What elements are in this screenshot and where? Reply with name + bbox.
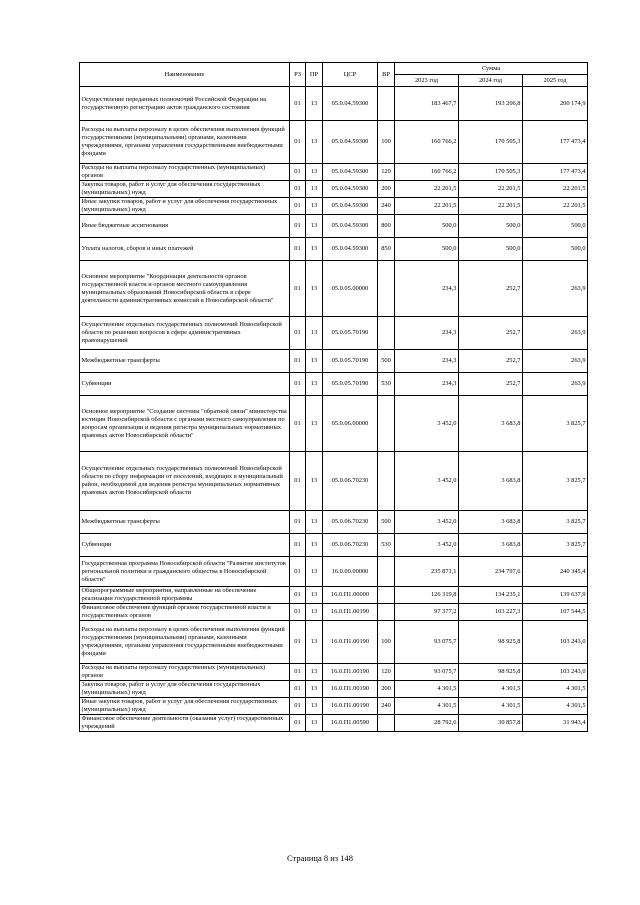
row-vr: 500: [378, 350, 395, 373]
row-pr: 13: [306, 664, 323, 681]
row-2023: 500,0: [395, 238, 459, 261]
row-rz: 01: [290, 681, 306, 698]
table-row: [80, 350, 588, 373]
row-2025: 500,0: [523, 238, 588, 261]
row-2025: 3 825,7: [523, 396, 588, 452]
row-vr: 850: [378, 238, 395, 261]
row-rz: 01: [290, 87, 306, 121]
row-2025: 3 825,7: [523, 452, 588, 511]
row-2023: 22 201,5: [395, 181, 459, 198]
row-csr: 16.0.П1.00190: [323, 604, 378, 621]
row-vr: 800: [378, 215, 395, 238]
row-name: Закупка товаров, работ и услуг для обеспечения государственных (муниципальных) нужд: [80, 681, 290, 698]
table-row: [80, 198, 588, 215]
row-2023: 22 201,5: [395, 198, 459, 215]
row-name: Общепрограммные мероприятия, направленные на обеспечение реализации государственной программы: [80, 587, 290, 604]
row-2025: 263,9: [523, 373, 588, 396]
row-2024: 3 683,8: [459, 511, 523, 534]
row-vr: 530: [378, 373, 395, 396]
row-vr: 200: [378, 681, 395, 698]
row-2023: 234,3: [395, 317, 459, 350]
row-2024: 22 201,5: [459, 198, 523, 215]
row-2024: 252,7: [459, 261, 523, 317]
row-2024: 500,0: [459, 215, 523, 238]
row-csr: 05.0.06.70230: [323, 452, 378, 511]
row-vr: 200: [378, 181, 395, 198]
row-pr: 13: [306, 181, 323, 198]
header-year-2023: 2023 год: [395, 75, 459, 87]
row-2024: 170 505,3: [459, 121, 523, 164]
row-2024: 234 797,6: [459, 557, 523, 587]
table-row: [80, 121, 588, 164]
row-2024: 500,0: [459, 238, 523, 261]
table-row: [80, 604, 588, 621]
row-2025: 103 243,0: [523, 621, 588, 664]
row-vr: [378, 587, 395, 604]
row-name: Основное мероприятие "Координация деятельности органов государственной власти и органов местного самоуправления муниципальных образований Новосибирской области в сфере деятельности административных комиссий в Новосибирской области": [80, 261, 290, 317]
page-number: Страница 8 из 148: [286, 853, 354, 863]
row-csr: 05.0.04.59300: [323, 181, 378, 198]
row-pr: 13: [306, 238, 323, 261]
row-2025: 4 301,5: [523, 698, 588, 715]
row-rz: 01: [290, 261, 306, 317]
row-2025: 177 473,4: [523, 121, 588, 164]
row-name: Межбюджетные трансферты: [80, 350, 290, 373]
row-2024: 3 683,8: [459, 396, 523, 452]
row-rz: 01: [290, 396, 306, 452]
row-rz: 01: [290, 215, 306, 238]
row-vr: [378, 261, 395, 317]
row-pr: 13: [306, 121, 323, 164]
table-row: [80, 373, 588, 396]
row-rz: 01: [290, 621, 306, 664]
row-name: Субвенции: [80, 534, 290, 557]
header-name: Наименование: [80, 63, 290, 87]
row-name: Иные закупки товаров, работ и услуг для обеспечения государственных (муниципальных) нужд: [80, 198, 290, 215]
row-vr: [378, 396, 395, 452]
row-2023: 3 452,0: [395, 511, 459, 534]
row-rz: 01: [290, 164, 306, 181]
header-rz: РЗ: [290, 63, 306, 87]
row-csr: 05.0.04.59300: [323, 87, 378, 121]
row-name: Уплата налогов, сборов и иных платежей: [80, 238, 290, 261]
row-2025: 263,9: [523, 261, 588, 317]
row-pr: 13: [306, 452, 323, 511]
header-year-2025: 2025 год: [523, 75, 588, 87]
table-row: [80, 534, 588, 557]
row-pr: 13: [306, 698, 323, 715]
row-pr: 13: [306, 534, 323, 557]
row-name: Основное мероприятие "Создание системы "обратной связи" министерства юстиции Новосибирской области с органами местного самоуправления по вопросам организации и ведения регистра муниципальных нормативных правовых актов Новосибирской области": [80, 396, 290, 452]
row-pr: 13: [306, 198, 323, 215]
row-2025: 177 473,4: [523, 164, 588, 181]
row-2025: 4 301,5: [523, 681, 588, 698]
row-csr: 16.0.П1.00190: [323, 698, 378, 715]
table-row: [80, 238, 588, 261]
row-pr: 13: [306, 511, 323, 534]
table-row: [80, 587, 588, 604]
row-2023: 160 766,2: [395, 164, 459, 181]
row-name: Финансовое обеспечение функций органов государственной власти и государственных органов: [80, 604, 290, 621]
row-2025: 240 345,4: [523, 557, 588, 587]
row-vr: 240: [378, 198, 395, 215]
row-vr: 100: [378, 121, 395, 164]
row-2024: 4 301,5: [459, 681, 523, 698]
row-2023: 234,3: [395, 261, 459, 317]
row-2023: 28 792,6: [395, 715, 459, 732]
table-row: [80, 715, 588, 732]
row-vr: [378, 317, 395, 350]
row-rz: 01: [290, 317, 306, 350]
row-rz: 01: [290, 121, 306, 164]
row-2025: 103 243,0: [523, 664, 588, 681]
table-row: [80, 698, 588, 715]
row-rz: 01: [290, 511, 306, 534]
row-rz: 01: [290, 373, 306, 396]
row-rz: 01: [290, 698, 306, 715]
header-sum: Сумма: [395, 63, 588, 75]
row-csr: 05.0.04.59300: [323, 164, 378, 181]
row-pr: 13: [306, 587, 323, 604]
row-2025: 500,0: [523, 215, 588, 238]
table-row: [80, 681, 588, 698]
header-year-2024: 2024 год: [459, 75, 523, 87]
row-name: Иные закупки товаров, работ и услуг для обеспечения государственных (муниципальных) нужд: [80, 698, 290, 715]
row-2023: 3 452,0: [395, 396, 459, 452]
row-pr: 13: [306, 681, 323, 698]
row-2025: 31 943,4: [523, 715, 588, 732]
row-csr: 05.0.06.00000: [323, 396, 378, 452]
row-pr: 13: [306, 164, 323, 181]
row-2023: 3 452,0: [395, 534, 459, 557]
row-pr: 13: [306, 261, 323, 317]
row-2024: 134 235,1: [459, 587, 523, 604]
row-2025: 263,9: [523, 317, 588, 350]
row-2025: 3 825,7: [523, 534, 588, 557]
row-2023: 160 766,2: [395, 121, 459, 164]
row-2025: 22 201,5: [523, 198, 588, 215]
row-name: Расходы на выплаты персоналу в целях обеспечения выполнения функций государственными (муниципальными) органами, казенными учреждениями, органами управления государственными внебюджетными фондами: [80, 621, 290, 664]
row-2023: 3 452,0: [395, 452, 459, 511]
table-row: [80, 317, 588, 350]
row-2024: 252,7: [459, 350, 523, 373]
row-pr: 13: [306, 215, 323, 238]
row-vr: [378, 604, 395, 621]
row-vr: [378, 715, 395, 732]
row-csr: 16.0.00.00000: [323, 557, 378, 587]
row-rz: 01: [290, 534, 306, 557]
row-2023: 97 377,2: [395, 604, 459, 621]
row-pr: 13: [306, 621, 323, 664]
row-name: Финансовое обеспечение деятельности (оказания услуг) государственных учреждений: [80, 715, 290, 732]
row-rz: 01: [290, 557, 306, 587]
row-2025: 3 825,7: [523, 511, 588, 534]
row-vr: [378, 452, 395, 511]
row-2024: 4 301,5: [459, 698, 523, 715]
row-rz: 01: [290, 350, 306, 373]
row-2023: 235 871,1: [395, 557, 459, 587]
row-2023: 93 075,7: [395, 621, 459, 664]
table-row: [80, 215, 588, 238]
row-csr: 05.0.06.70230: [323, 511, 378, 534]
row-rz: 01: [290, 715, 306, 732]
row-csr: 16.0.П1.00190: [323, 681, 378, 698]
row-2023: 183 467,7: [395, 87, 459, 121]
row-2024: 30 857,8: [459, 715, 523, 732]
table-row: [80, 396, 588, 452]
row-csr: 05.0.04.59300: [323, 198, 378, 215]
row-2024: 3 683,8: [459, 452, 523, 511]
row-rz: 01: [290, 181, 306, 198]
row-name: Расходы на выплаты персоналу государственных (муниципальных) органов: [80, 164, 290, 181]
row-rz: 01: [290, 452, 306, 511]
row-pr: 13: [306, 557, 323, 587]
table-row: [80, 181, 588, 198]
row-name: Осуществление отдельных государственных полномочий Новосибирской области по сбору информации от поселений, входящих в муниципальный район, необходимой для ведения регистра муниципальных нормативных правовых актов Новосибирской области: [80, 452, 290, 511]
table-body: [80, 87, 588, 732]
row-2025: 200 174,9: [523, 87, 588, 121]
row-2024: 193 206,8: [459, 87, 523, 121]
row-csr: 05.0.05.70190: [323, 317, 378, 350]
row-2023: 234,3: [395, 373, 459, 396]
row-rz: 01: [290, 238, 306, 261]
table-row: [80, 164, 588, 181]
row-2024: 98 925,8: [459, 664, 523, 681]
row-2023: 93 075,7: [395, 664, 459, 681]
header-vr: ВР: [378, 63, 395, 87]
row-2025: 263,9: [523, 350, 588, 373]
row-csr: 05.0.05.00000: [323, 261, 378, 317]
row-pr: 13: [306, 317, 323, 350]
row-vr: 240: [378, 698, 395, 715]
row-name: Осуществление переданных полномочий Российской Федерации на государственную регистрацию актов гражданского состояния: [80, 87, 290, 121]
row-pr: 13: [306, 87, 323, 121]
budget-table: [79, 62, 588, 732]
row-2024: 3 683,8: [459, 534, 523, 557]
table-row: [80, 621, 588, 664]
row-vr: [378, 557, 395, 587]
row-2024: 103 227,3: [459, 604, 523, 621]
row-csr: 05.0.04.59300: [323, 238, 378, 261]
row-csr: 16.0.П1.00190: [323, 664, 378, 681]
row-csr: 16.0.П1.00590: [323, 715, 378, 732]
row-2023: 500,0: [395, 215, 459, 238]
row-vr: 120: [378, 664, 395, 681]
row-pr: 13: [306, 373, 323, 396]
row-2023: 4 301,5: [395, 698, 459, 715]
table-row: [80, 87, 588, 121]
row-name: Расходы на выплаты персоналу в целях обеспечения выполнения функций государственными (муниципальными) органами, казенными учреждениями, органами управления государственными внебюджетными фондами: [80, 121, 290, 164]
row-2025: 107 544,5: [523, 604, 588, 621]
table-row: [80, 664, 588, 681]
table-row: [80, 452, 588, 511]
row-name: Межбюджетные трансферты: [80, 511, 290, 534]
row-name: Закупка товаров, работ и услуг для обеспечения государственных (муниципальных) нужд: [80, 181, 290, 198]
row-2025: 22 201,5: [523, 181, 588, 198]
row-rz: 01: [290, 198, 306, 215]
row-pr: 13: [306, 715, 323, 732]
row-csr: 16.0.П1.00000: [323, 587, 378, 604]
table-row: [80, 261, 588, 317]
row-vr: 100: [378, 621, 395, 664]
row-2024: 22 201,5: [459, 181, 523, 198]
row-rz: 01: [290, 604, 306, 621]
table-row: [80, 557, 588, 587]
row-2025: 139 637,9: [523, 587, 588, 604]
row-csr: 05.0.04.59300: [323, 215, 378, 238]
row-csr: 16.0.П1.00190: [323, 621, 378, 664]
row-name: Субвенции: [80, 373, 290, 396]
row-2023: 126 319,8: [395, 587, 459, 604]
row-rz: 01: [290, 587, 306, 604]
row-2024: 98 925,8: [459, 621, 523, 664]
row-pr: 13: [306, 604, 323, 621]
row-csr: 05.0.06.70230: [323, 534, 378, 557]
row-name: Осуществление отдельных государственных полномочий Новосибирской области по решению вопросов в сфере административных правонарушений: [80, 317, 290, 350]
row-vr: 530: [378, 534, 395, 557]
row-2024: 252,7: [459, 373, 523, 396]
row-vr: 120: [378, 164, 395, 181]
row-2024: 252,7: [459, 317, 523, 350]
row-pr: 13: [306, 350, 323, 373]
table-row: [80, 511, 588, 534]
row-rz: 01: [290, 664, 306, 681]
row-2024: 170 505,3: [459, 164, 523, 181]
row-csr: 05.0.04.59300: [323, 121, 378, 164]
row-2023: 234,3: [395, 350, 459, 373]
row-pr: 13: [306, 396, 323, 452]
row-csr: 05.0.05.70190: [323, 373, 378, 396]
row-name: Расходы на выплаты персоналу государственных (муниципальных) органов: [80, 664, 290, 681]
row-name: Государственная программа Новосибирской области "Развитие институтов региональной политики и гражданского общества в Новосибирской области": [80, 557, 290, 587]
header-pr: ПР: [306, 63, 323, 87]
row-csr: 05.0.05.70190: [323, 350, 378, 373]
row-2023: 4 301,5: [395, 681, 459, 698]
row-name: Иные бюджетные ассигнования: [80, 215, 290, 238]
row-vr: 500: [378, 511, 395, 534]
row-vr: [378, 87, 395, 121]
header-csr: ЦСР: [323, 63, 378, 87]
